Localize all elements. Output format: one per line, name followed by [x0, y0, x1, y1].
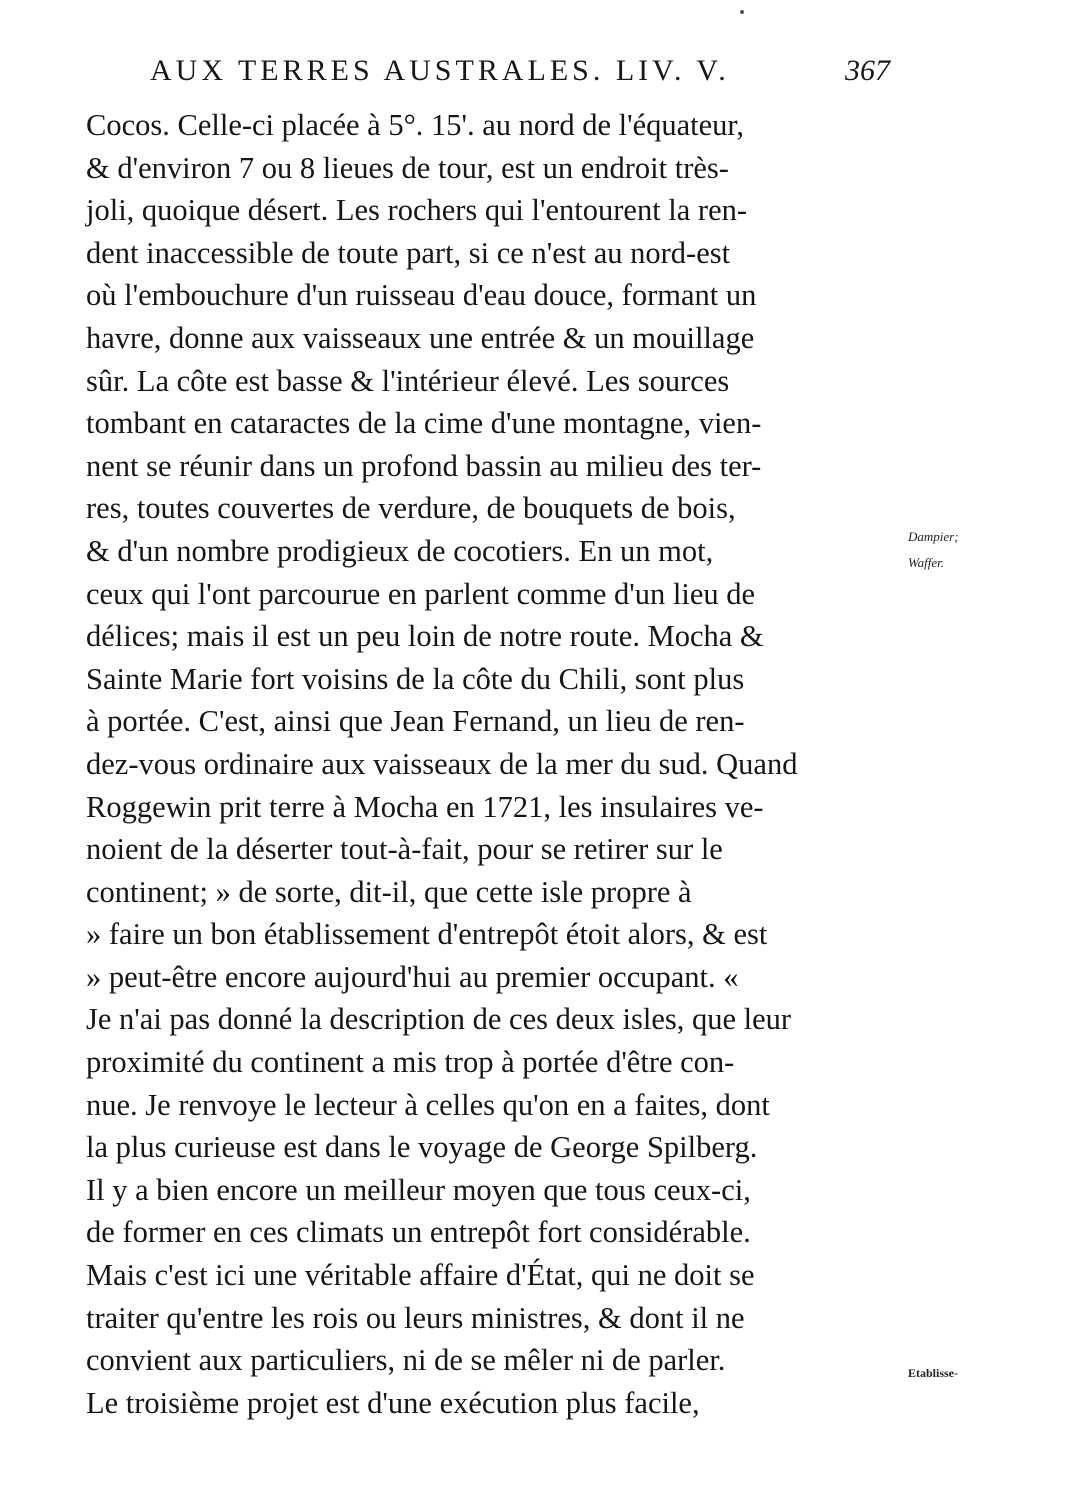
text-line: havre, donne aux vaisseaux une entrée & un mouillage: [86, 320, 755, 355]
text-line: nue. Je renvoye le lecteur à celles qu'on en a faites, dont: [86, 1087, 770, 1122]
text-line: & d'environ 7 ou 8 lieues de tour, est un endroit très-: [86, 150, 729, 185]
running-title: AUX TERRES AUSTRALES. LIV. V.: [150, 54, 730, 87]
text-line: sûr. La côte est basse & l'intérieur élevé. Les sources: [86, 363, 730, 398]
text-line: délices; mais il est un peu loin de notre route. Mocha &: [86, 619, 764, 654]
text-line: traiter qu'entre les rois ou leurs ministres, & dont il ne: [86, 1300, 745, 1335]
text-line: la plus curieuse est dans le voyage de George Spilberg.: [86, 1130, 758, 1165]
text-line: de former en ces climats un entrepôt fort considérable.: [86, 1215, 751, 1250]
text-line: proximité du continent a mis trop à portée d'être con-: [86, 1045, 735, 1080]
text-line: Sainte Marie fort voisins de la côte du Chili, sont plus: [86, 661, 745, 696]
text-line: » peut-être encore aujourd'hui au premier occupant. «: [86, 959, 739, 994]
text-line: Mais c'est ici une véritable affaire d'État, qui ne doit se: [86, 1258, 755, 1293]
text-line: res, toutes couvertes de verdure, de bouquets de bois,: [86, 491, 736, 526]
running-head: [150, 54, 890, 94]
body-text: [86, 104, 906, 1424]
text-line: dez-vous ordinaire aux vaisseaux de la mer du sud. Quand: [86, 746, 798, 781]
text-line: Je n'ai pas donné la description de ces deux isles, que leur: [86, 1002, 792, 1037]
text-line: tombant en cataractes de la cime d'une montagne, vien-: [86, 406, 762, 441]
text-line: noient de la déserter tout-à-fait, pour se retirer sur le: [86, 832, 723, 867]
text-line: Il y a bien encore un meilleur moyen que tous ceux-ci,: [86, 1172, 751, 1207]
text-line: nent se réunir dans un profond bassin au milieu des ter-: [86, 448, 762, 483]
ink-speck: [740, 10, 744, 14]
margin-note-etablissement: Etablisse-: [908, 1366, 959, 1380]
text-line: convient aux particuliers, ni de se mêler ni de parler.: [86, 1343, 726, 1378]
text-line: joli, quoique désert. Les rochers qui l'entourent la ren-: [86, 193, 748, 228]
page-number: 367: [845, 54, 890, 87]
margin-note-dampier: Dampier;: [908, 529, 959, 544]
text-line: ceux qui l'ont parcourue en parlent comme d'un lieu de: [86, 576, 756, 611]
margin-note-waffer: Waffer.: [908, 555, 944, 570]
text-line: à portée. C'est, ainsi que Jean Fernand, un lieu de ren-: [86, 704, 745, 739]
text-line: Cocos. Celle-ci placée à 5°. 15'. au nord de l'équateur,: [86, 108, 744, 142]
text-line: continent; » de sorte, dit-il, que cette isle propre à: [86, 874, 692, 909]
text-line: dent inaccessible de toute part, si ce n'est au nord-est: [86, 235, 731, 270]
text-line: où l'embouchure d'un ruisseau d'eau douce, formant un: [86, 278, 757, 313]
text-line: Roggewin prit terre à Mocha en 1721, les insulaires ve-: [86, 789, 764, 824]
text-line: » faire un bon établissement d'entrepôt étoit alors, & est: [86, 917, 768, 952]
text-line: & d'un nombre prodigieux de cocotiers. En un mot,: [86, 533, 714, 568]
text-line: Le troisième projet est d'une exécution plus facile,: [86, 1385, 700, 1420]
